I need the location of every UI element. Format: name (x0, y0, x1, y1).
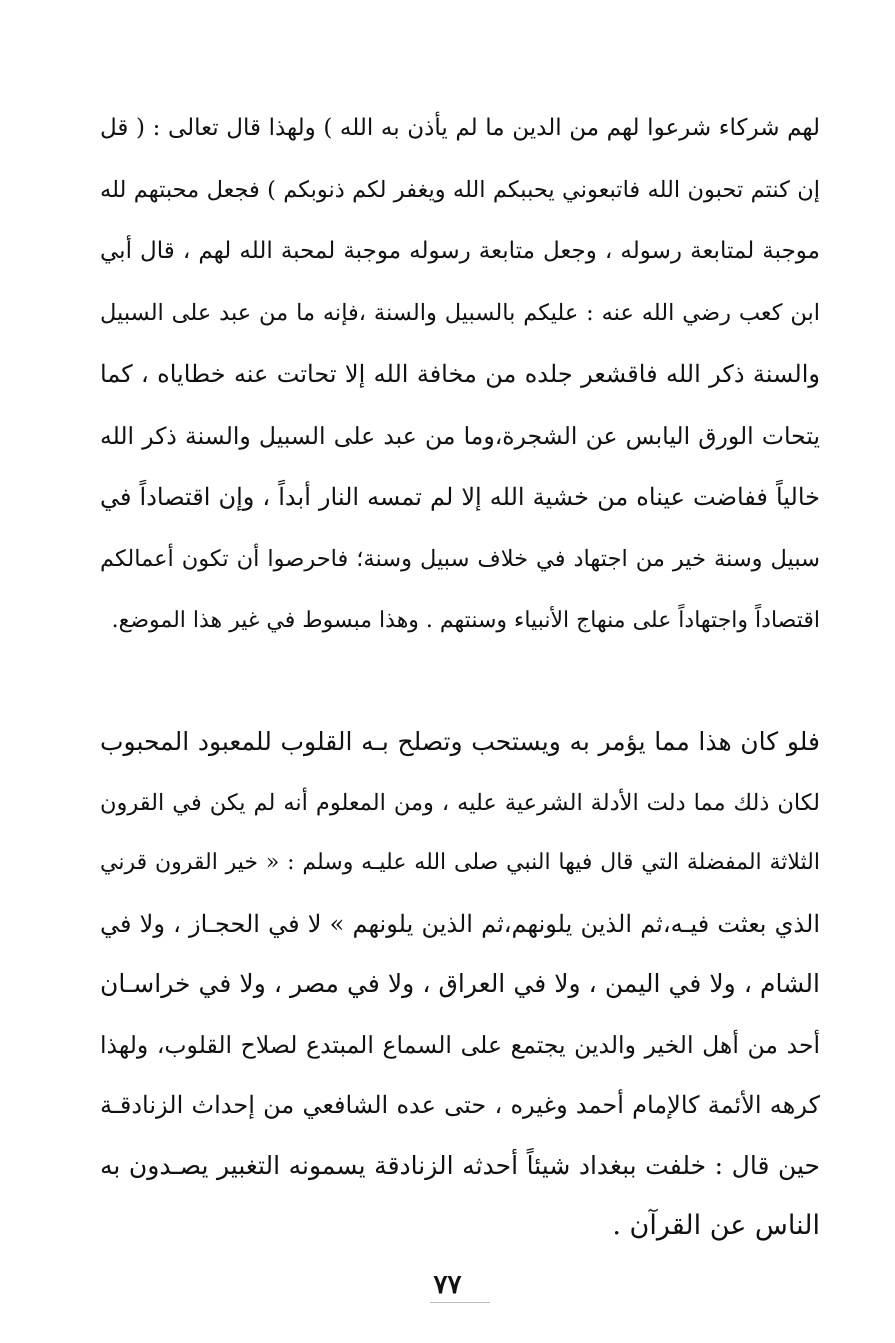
page-number-rule (430, 1302, 490, 1303)
text-line: الذي بعثت فيـه،ثم الذين يلونهم،ثم الذين يلونهم » لا في الحجـاز ، ولا في (100, 909, 820, 938)
paragraph-2 (100, 712, 820, 1257)
text-line: ابن كعب رضي الله عنه : عليكم بالسبيل والسنة ،فإنه ما من عبد على السبيل (100, 299, 820, 326)
text-line: إن كنتم تحبون الله فاتبعوني يحببكم الله ويغفر لكم ذنوبكم ) فجعل محبتهم لله (100, 176, 820, 203)
text-line: والسنة ذكر الله فاقشعر جلده من مخافة الله إلا تحاتت عنه خطاياه ، كما (100, 360, 820, 388)
text-line: حين قال : خلفت ببغداد شيئاً أحدثه الزنادقة يسمونه التغبير يصـدون به (100, 1150, 820, 1180)
text-line: اقتصاداً واجتهاداً على منهاج الأنبياء وسنتهم . وهذا مبسوط في غير هذا الموضع. (111, 608, 820, 633)
text-line: موجبة لمتابعة رسوله ، وجعل متابعة رسوله موجبة لمحبة الله لهم ، قال أبي (100, 238, 820, 264)
text-line: الثلاثة المفضلة التي قال فيها النبي صلى الله عليـه وسلم : « خير القرون قرني (100, 850, 820, 875)
text-line: فلو كان هذا مما يؤمر به ويستحب وتصلح بـه القلوب للمعبود المحبوب (100, 727, 820, 756)
page-number: ٧٧ (433, 1270, 462, 1300)
text-line: خالياً ففاضت عيناه من خشية الله إلا لم تمسه النار أبداً ، وإن اقتصاداً في (100, 483, 820, 511)
text-line: الشام ، ولا في اليمن ، ولا في العراق ، ولا في مصر ، ولا في خراسـان (100, 969, 820, 998)
paragraph-1 (100, 98, 820, 652)
text-line: لهم شركاء شرعوا لهم من الدين ما لم يأذن به الله ) ولهذا قال تعالى : ( قل (100, 115, 820, 141)
text-line: يتحات الورق اليابس عن الشجرة،وما من عبد على السبيل والسنة ذكر الله (100, 421, 820, 450)
text-line: أحد من أهل الخير والدين يجتمع على السماع المبتدع لصلاح القلوب، ولهذا (100, 1030, 820, 1059)
text-line: كرهه الأئمة كالإمام أحمد وغيره ، حتى عده الشافعي من إحداث الزنادقـة (100, 1091, 820, 1119)
text-line: لكان ذلك مما دلت الأدلة الشرعية عليه ، ومن المعلوم أنه لم يكن في القرون (100, 789, 820, 816)
text-line: سبيل وسنة خير من اجتهاد في خلاف سبيل وسنة؛ فاحرصوا أن تكون أعمالكم (100, 545, 820, 572)
text-line: الناس عن القرآن . (612, 1210, 820, 1241)
